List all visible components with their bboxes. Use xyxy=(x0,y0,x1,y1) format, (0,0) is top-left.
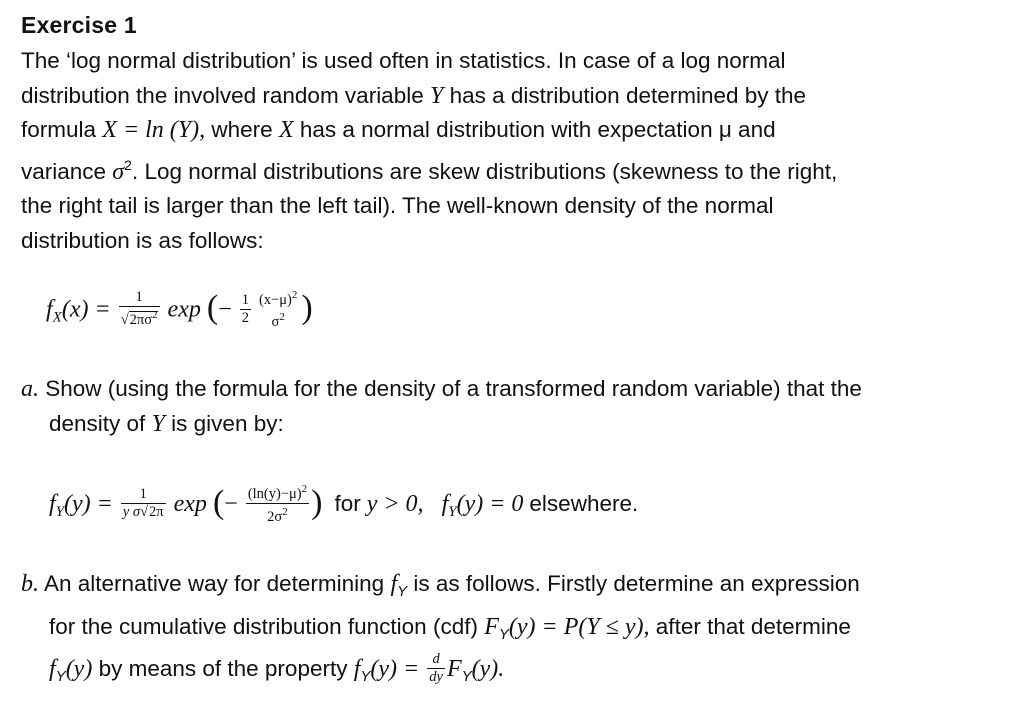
part-a-line-1: a. Show (using the formula for the density of a transformed random variable) that the xyxy=(21,376,862,402)
part-b-line-1: b. An alternative way for determining $f_Y$ is as follows. Firstly determine an expression xyxy=(21,571,860,600)
fraction-exponent: $(x-\mu)^2$ $\sigma^2$ xyxy=(258,289,298,330)
part-b-line-2: for the cumulative distribution function (cdf) $F_Y(y) = P(Y \le y)$, after that determine xyxy=(49,613,851,643)
intro-line-6: distribution is as follows: xyxy=(21,227,264,253)
derivative-fraction: $\frac{d}{dy}$ xyxy=(429,650,443,685)
fraction-lognormal-normalizer: $\frac{1}{\text{y σ√2π}}$ xyxy=(122,486,164,520)
intro-line-4: variance $\sigma^2$. Log normal distributions are skew distributions (skewness to the right, xyxy=(21,156,838,185)
part-a-line-2: density of Y is given by: xyxy=(49,410,284,437)
intro-line-3: formula X = ln (Y), where X has a normal distribution with expectation μ and xyxy=(21,117,776,143)
intro-line-5: the right tail is larger than the left tail). The well-known density of the normal xyxy=(21,193,774,218)
intro-line-1: The ‘log normal distribution’ is used often in statistics. In case of a log normal xyxy=(21,48,786,73)
exercise-title: Exercise 1 xyxy=(21,12,137,38)
fraction-normalizer: $\frac{1}{√2\pi\sigma^2}$ xyxy=(120,289,158,328)
normal-density-formula: $f_X(x)$ = $\frac{1}{√2\pi\sigma^2}$ exp (− $\frac{1}{2}$ $(x-\mu)^2$ $\sigma^2$ ) xyxy=(46,289,313,330)
part-b xyxy=(21,567,1011,695)
fraction-lognormal-exponent: $\frac{(\ln(y)-\mu)^2}{2\sigma^2}$ xyxy=(247,483,308,525)
intro-line-2: distribution the involved random variable Y has a distribution determined by the xyxy=(21,82,807,109)
part-b-line-3: $f_Y(y)$ by means of the property $f_Y(y)$ = $\frac{d}{dy}$ $F_Y(y)$. xyxy=(49,650,505,685)
lognormal-density-formula: $f_Y(y)$ = $\frac{1}{\text{y σ√2π}}$ exp (− $\frac{(\ln(y)-\mu)^2}{2\sigma^2}$ ) for y > 0, $f_Y(y) = 0$ elsewhere. xyxy=(49,483,639,525)
part-a xyxy=(21,372,1011,441)
intro-paragraph xyxy=(21,44,1011,258)
fraction-half: $\frac{1}{2}$ xyxy=(241,291,249,326)
